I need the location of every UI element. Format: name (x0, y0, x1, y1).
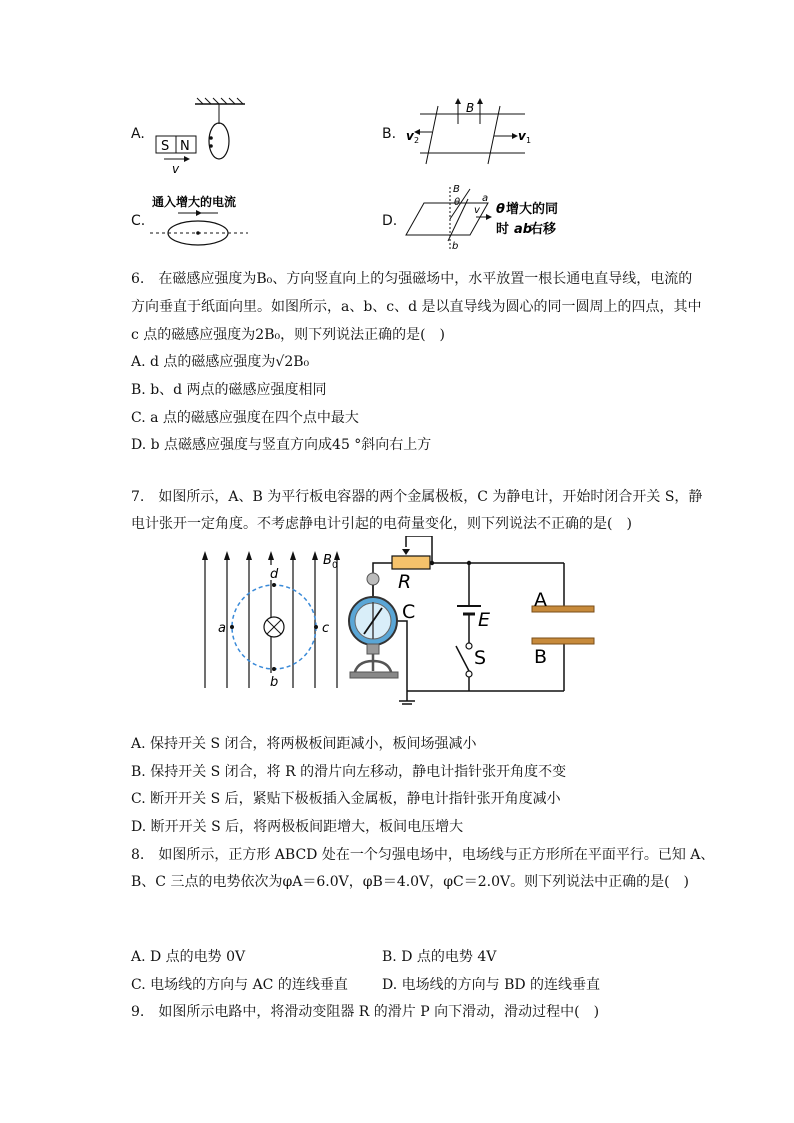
q7-stem-line-1: 7. 如图所示，A、B 为平行板电容器的两个金属极板，C 为静电计，开始时闭合开关 S，静 (131, 489, 703, 505)
q8-option-b: B. D 点的电势 4V (382, 949, 497, 965)
q7-circuit-figure (342, 536, 604, 706)
svg-text:a: a (482, 193, 489, 204)
electrometer-knob (367, 573, 379, 585)
q5-option-d-label: D. (382, 213, 398, 229)
q8-option-d: D. 电场线的方向与 BD 的连线垂直 (382, 977, 601, 993)
point-a-label: a (218, 621, 226, 636)
field-b-label: B (466, 101, 475, 115)
q9-stem-line-1: 9. 如图所示电路中，将滑动变阻器 R 的滑片 P 向下滑动，滑动过程中( ) (131, 1004, 600, 1020)
svg-text:v: v (518, 129, 526, 143)
q7-option-b: B. 保持开关 S 闭合，将 R 的滑片向左移动，静电计指针张开角度不变 (131, 764, 567, 780)
q6-stem-line-1: 6. 在磁感应强度为B₀、方向竖直向上的匀强磁场中，水平放置一根长通电直导线，电流的 (131, 271, 693, 287)
q6-option-c: C. a 点的磁感应强度在四个点中最大 (131, 410, 359, 426)
q7-option-c: C. 断开开关 S 后，紧贴下极板插入金属板，静电计指针张开角度减小 (131, 791, 561, 807)
switch-s (456, 646, 469, 671)
svg-text:θ: θ (496, 202, 505, 217)
svg-text:2: 2 (414, 136, 420, 145)
svg-text:θ: θ (454, 197, 461, 208)
svg-text:0: 0 (332, 561, 338, 571)
svg-text:v: v (406, 129, 414, 143)
electrometer-label: C (402, 601, 416, 623)
q7-option-a: A. 保持开关 S 闭合，将两极板间距减小，板间场强减小 (131, 736, 477, 752)
svg-text:v: v (474, 205, 480, 216)
q8-stem-line-1: 8. 如图所示，正方形 ABCD 处在一个匀强电场中，电场线与正方形所在平面平行。已知 A、 (131, 847, 715, 863)
q5-option-c-label: C. (131, 213, 146, 229)
plate-a-label: A (534, 589, 547, 611)
q8-stem-line-2: B、C 三点的电势依次为φA＝6.0V，φB＝4.0V，φC＝2.0V。则下列说法中正确的是( ) (131, 874, 690, 890)
svg-text:1: 1 (526, 136, 532, 145)
q5-figure-c (148, 191, 258, 255)
svg-text:b: b (452, 241, 459, 252)
svg-text:B: B (453, 184, 460, 195)
rheostat-r (392, 556, 430, 569)
q5-option-b-label: B. (382, 126, 397, 142)
current-caption: 通入增大的电流 (152, 195, 237, 209)
q5-figure-b (400, 96, 540, 172)
q8-option-a: A. D 点的电势 0V (131, 949, 246, 965)
q6-option-a: A. d 点的磁感应强度为√2B₀ (131, 354, 310, 370)
rheostat-label: R (398, 571, 412, 593)
q5-option-a-label: A. (131, 126, 145, 142)
point-b-label: b (270, 675, 279, 690)
magnet-n-label: N (180, 139, 190, 154)
svg-text:增大的同: 增大的同 (506, 202, 559, 217)
point-c-label: c (322, 621, 330, 636)
velocity-label: v (172, 162, 180, 176)
q7-stem-line-2: 电计张开一定角度。不考虑静电计引起的电荷量变化，则下列说法不正确的是( ) (131, 516, 632, 532)
plate-b-label: B (534, 646, 548, 668)
svg-text:右移: 右移 (530, 222, 557, 237)
magnet-s-label: S (161, 139, 170, 154)
svg-text:时: 时 (496, 222, 510, 237)
q8-option-c: C. 电场线的方向与 AC 的连线垂直 (131, 977, 348, 993)
b0-label: B (323, 553, 332, 568)
svg-text:ab: ab (514, 222, 533, 237)
q6-stem-line-3: c 点的磁感应强度为2B₀，则下列说法正确的是( ) (131, 327, 446, 343)
q6-field-figure (195, 548, 355, 693)
q6-stem-line-2: 方向垂直于纸面向里。如图所示，a、b、c、d 是以直导线为圆心的同一圆周上的四点，其中 (131, 299, 702, 315)
point-d-label: d (270, 567, 279, 582)
q5-figure-a (150, 96, 250, 178)
battery-label: E (478, 609, 491, 631)
q5-figure-d (400, 183, 590, 255)
q6-option-b: B. b、d 两点的磁感应强度相同 (131, 382, 327, 398)
q6-option-d: D. b 点磁感应强度与竖直方向成45 °斜向右上方 (131, 437, 432, 453)
switch-label: S (474, 647, 487, 669)
plate-b (532, 638, 594, 644)
q7-option-d: D. 断开开关 S 后，将两极板间距增大，板间电压增大 (131, 819, 464, 835)
